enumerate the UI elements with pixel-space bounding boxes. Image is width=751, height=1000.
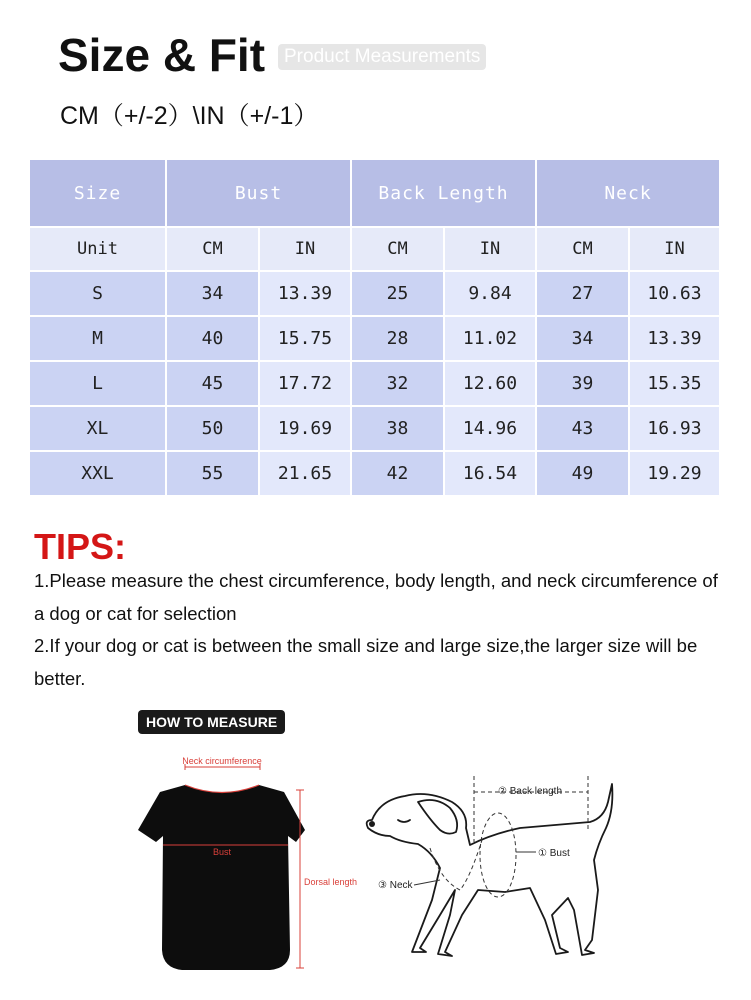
bust-in-cell: 21.65 bbox=[259, 451, 351, 496]
header-bust: Bust bbox=[166, 159, 351, 227]
back-in-cell: 16.54 bbox=[444, 451, 536, 496]
unit-tolerance-note: CM（+/-2）\IN（+/-1） bbox=[60, 102, 319, 130]
bust-in-cell: 17.72 bbox=[259, 361, 351, 406]
neck-in-cell: 10.63 bbox=[629, 271, 720, 316]
dog-illustration bbox=[367, 784, 613, 956]
back-cm-cell: 32 bbox=[351, 361, 444, 406]
bust-in-cell: 15.75 bbox=[259, 316, 351, 361]
back-cm-cell: 38 bbox=[351, 406, 444, 451]
size-cell: S bbox=[29, 271, 166, 316]
dog-bust-label: ① Bust bbox=[538, 848, 570, 859]
table-header-row bbox=[29, 159, 720, 227]
neck-cm-cell: 49 bbox=[536, 451, 629, 496]
dog-neck-label: ③ Neck bbox=[378, 880, 413, 891]
measurement-diagram bbox=[0, 740, 751, 1000]
back-in-cell: 9.84 bbox=[444, 271, 536, 316]
bust-in-cell: 19.69 bbox=[259, 406, 351, 451]
back-cm-cell: 25 bbox=[351, 271, 444, 316]
bust-cm-cell: 40 bbox=[166, 316, 259, 361]
unit-cell: CM bbox=[166, 227, 259, 271]
unit-cell: CM bbox=[351, 227, 444, 271]
table-row bbox=[29, 271, 720, 316]
header-back-length: Back Length bbox=[351, 159, 536, 227]
neck-cm-cell: 27 bbox=[536, 271, 629, 316]
unit-cell: IN bbox=[629, 227, 720, 271]
back-cm-cell: 42 bbox=[351, 451, 444, 496]
shirt-bust-label: Bust bbox=[212, 847, 232, 857]
back-in-cell: 14.96 bbox=[444, 406, 536, 451]
table-row bbox=[29, 406, 720, 451]
bust-cm-cell: 34 bbox=[166, 271, 259, 316]
bust-cm-cell: 45 bbox=[166, 361, 259, 406]
size-cell: M bbox=[29, 316, 166, 361]
size-cell: XL bbox=[29, 406, 166, 451]
how-to-measure-badge: HOW TO MEASURE bbox=[138, 710, 285, 734]
header-neck: Neck bbox=[536, 159, 720, 227]
back-in-cell: 12.60 bbox=[444, 361, 536, 406]
unit-cell: Unit bbox=[29, 227, 166, 271]
neck-cm-cell: 34 bbox=[536, 316, 629, 361]
back-in-cell: 11.02 bbox=[444, 316, 536, 361]
neck-cm-cell: 39 bbox=[536, 361, 629, 406]
product-measurements-badge: Product Measurements bbox=[278, 44, 486, 70]
size-cell: L bbox=[29, 361, 166, 406]
back-cm-cell: 28 bbox=[351, 316, 444, 361]
table-row bbox=[29, 361, 720, 406]
table-row bbox=[29, 451, 720, 496]
table-row bbox=[29, 316, 720, 361]
dog-back-length-label: ② Back length bbox=[498, 786, 562, 797]
shirt-dorsal-label: Dorsal length bbox=[304, 877, 358, 887]
bust-cm-cell: 55 bbox=[166, 451, 259, 496]
neck-in-cell: 15.35 bbox=[629, 361, 720, 406]
neck-in-cell: 16.93 bbox=[629, 406, 720, 451]
page-title: Size & Fit bbox=[58, 29, 266, 81]
tip-1: 1.Please measure the chest circumference, body length, and neck circumference of a dog or cat for selection bbox=[34, 570, 718, 624]
neck-in-cell: 13.39 bbox=[629, 316, 720, 361]
neck-cm-cell: 43 bbox=[536, 406, 629, 451]
size-cell: XXL bbox=[29, 451, 166, 496]
pet-shirt-illustration bbox=[138, 785, 305, 970]
shirt-neck-label: Neck circumference bbox=[182, 756, 262, 766]
unit-row bbox=[29, 227, 720, 271]
tip-2: 2.If your dog or cat is between the small size and large size,the larger size will be better. bbox=[34, 635, 698, 689]
unit-cell: IN bbox=[259, 227, 351, 271]
unit-cell: IN bbox=[444, 227, 536, 271]
tips-heading: TIPS: bbox=[34, 526, 127, 567]
header-size: Size bbox=[29, 159, 166, 227]
unit-cell: CM bbox=[536, 227, 629, 271]
bust-in-cell: 13.39 bbox=[259, 271, 351, 316]
size-chart-table bbox=[28, 158, 721, 497]
neck-in-cell: 19.29 bbox=[629, 451, 720, 496]
bust-cm-cell: 50 bbox=[166, 406, 259, 451]
